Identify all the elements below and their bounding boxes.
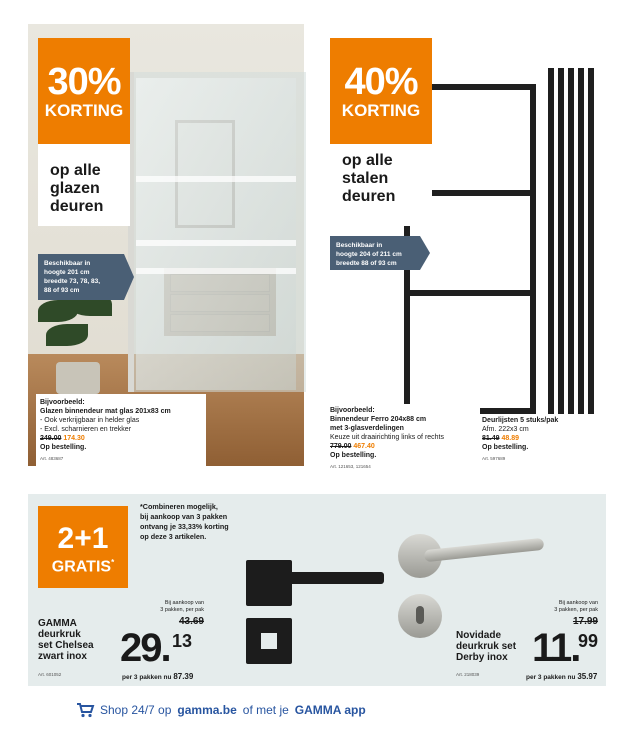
pack-note <box>532 600 598 614</box>
price-cents: 13 <box>172 631 193 651</box>
availability-line: breedte 73, 78, 83, <box>44 278 101 285</box>
article-number: Art. 601052 <box>38 672 62 677</box>
availability-callout <box>38 254 124 300</box>
product-name <box>456 630 516 663</box>
discount-badge <box>38 38 130 144</box>
old-price: 779.00 <box>330 443 352 450</box>
product-option: Keuze uit draairichting links of rechts <box>330 434 444 441</box>
door-handle-offer-panel <box>28 494 606 686</box>
door-frost-stripe <box>136 240 296 246</box>
product-title: Glazen binnendeur mat glas 201x83 cm <box>40 408 171 415</box>
headline-line: op alle <box>50 162 101 179</box>
product-name-line: GAMMA <box>38 618 77 629</box>
product-bullet: - Ook verkrijgbaar in helder glas <box>40 417 140 424</box>
promo-number: 2+1 <box>57 522 109 555</box>
headline-line: deuren <box>342 188 396 205</box>
combine-line: bij aankoop van 3 pakken <box>140 512 228 521</box>
product-name-line: Derby inox <box>456 652 508 663</box>
headline-line: glazen <box>50 180 100 197</box>
product-name-line: set Chelsea <box>38 640 94 651</box>
pack-note <box>138 600 204 614</box>
discount-percent: 40% <box>344 61 418 103</box>
product-title: Binnendeur Ferro 204x88 cm <box>330 416 427 423</box>
headline-line: op alle <box>342 152 393 169</box>
door-lath-image <box>568 68 574 414</box>
pack-note-line: Bij aankoop van <box>164 600 204 606</box>
example-label: Bijvoorbeeld: <box>330 407 375 414</box>
article-number: Art. 121653, 121654 <box>330 464 371 469</box>
combine-line: ontvang je 33,33% korting <box>140 522 229 531</box>
availability-line: hoogte 204 of 211 cm <box>336 251 402 258</box>
promo-text: GRATIS <box>51 558 112 576</box>
order-note: Op bestelling. <box>482 444 529 451</box>
callout-arrow <box>124 254 134 300</box>
steel-door-offer-panel <box>330 24 606 469</box>
plant-pot <box>56 362 100 394</box>
footer-text: Shop 24/7 op <box>100 703 172 717</box>
promo-badge <box>38 506 128 588</box>
per3-label: per 3 pakken nu <box>122 674 172 681</box>
availability-line: 88 of 93 cm <box>44 287 80 294</box>
door-lath-image <box>578 68 584 414</box>
door-frost-stripe <box>136 268 296 274</box>
discount-label: KORTING <box>44 101 124 120</box>
footer-text: of met je <box>242 703 289 717</box>
keyhole <box>261 633 277 649</box>
price-main: 29. <box>120 626 170 670</box>
laths-info <box>482 416 592 466</box>
availability-line: Beschikbaar in <box>44 260 91 267</box>
combine-line: *Combineren mogelijk, <box>140 502 218 511</box>
availability-line: hoogte 201 cm <box>44 269 90 276</box>
availability-line: Beschikbaar in <box>336 242 383 249</box>
cart-icon <box>76 702 94 718</box>
new-price: 174.30 <box>63 435 85 442</box>
headline-line: stalen <box>342 170 389 187</box>
product-name-line: deurkruk set <box>456 641 517 652</box>
availability-callout <box>330 236 420 270</box>
availability-line: breedte 88 of 93 cm <box>336 260 397 267</box>
discount-percent: 30% <box>47 61 121 103</box>
product-name-line: Novidade <box>456 630 502 641</box>
product-title: Deurlijsten 5 stuks/pak <box>482 417 559 424</box>
per3-price <box>526 672 597 681</box>
order-note: Op bestelling. <box>330 452 377 459</box>
pack-note-line: Bij aankoop van <box>558 600 598 606</box>
product-info <box>36 394 206 466</box>
promo-label <box>38 554 128 576</box>
per3-value: 35.97 <box>577 672 598 681</box>
price-main: 11. <box>532 626 580 670</box>
glass-door-image <box>136 78 296 390</box>
article-number: Art. 597689 <box>482 456 506 461</box>
door-lath-image <box>588 68 594 414</box>
callout-arrow <box>420 236 430 270</box>
pack-note-line: 3 pakken, per pak <box>554 607 598 613</box>
discount-label: KORTING <box>341 101 421 120</box>
silver-handle-lever <box>424 538 545 562</box>
promo-footnote-mark: * <box>111 558 115 567</box>
per3-value: 87.39 <box>173 672 194 681</box>
app-link[interactable]: GAMMA app <box>294 703 366 717</box>
product-name-line: zwart inox <box>38 651 87 662</box>
offer-headline <box>38 144 130 226</box>
product-name-line: deurkruk <box>38 629 81 640</box>
steel-door-crossbar <box>404 290 536 296</box>
order-note: Op bestelling. <box>40 444 87 451</box>
article-number: Art. 218039 <box>456 672 480 677</box>
door-frost-stripe <box>136 176 296 182</box>
black-handle-lever <box>268 572 384 584</box>
product-title: met 3-glasverdelingen <box>330 425 404 432</box>
pack-note-line: 3 pakken, per pak <box>160 607 204 613</box>
new-price: 467.40 <box>353 443 375 450</box>
combine-note <box>140 502 340 542</box>
old-price: 17.99 <box>572 616 598 627</box>
product-info <box>330 404 480 469</box>
website-link[interactable]: gamma.be <box>177 703 237 717</box>
per3-label: per 3 pakken nu <box>526 674 576 681</box>
example-label: Bijvoorbeeld: <box>40 399 85 406</box>
per3-price <box>122 672 193 681</box>
door-lath-image <box>558 68 564 414</box>
keyhole <box>416 606 424 624</box>
product-bullet: - Excl. scharnieren en trekker <box>40 426 132 433</box>
price-cents: 99 <box>578 631 599 651</box>
discount-badge <box>330 38 432 144</box>
shop-online-footer[interactable] <box>76 700 366 720</box>
product-name <box>38 618 94 662</box>
combine-line: op deze 3 artikelen. <box>140 532 207 541</box>
plant-leaf <box>46 324 88 346</box>
glass-door-offer-panel <box>28 24 304 466</box>
product-size: Afm. 222x3 cm <box>482 426 529 433</box>
new-price: 48.89 <box>501 435 520 442</box>
headline-line: deuren <box>50 198 104 215</box>
offer-headline <box>330 144 432 226</box>
old-price: 249.00 <box>40 435 62 442</box>
door-lath-image <box>548 68 554 414</box>
old-price: 81.49 <box>482 435 500 442</box>
article-number: Art. 483687 <box>40 456 64 461</box>
old-price: 43.69 <box>178 616 204 627</box>
